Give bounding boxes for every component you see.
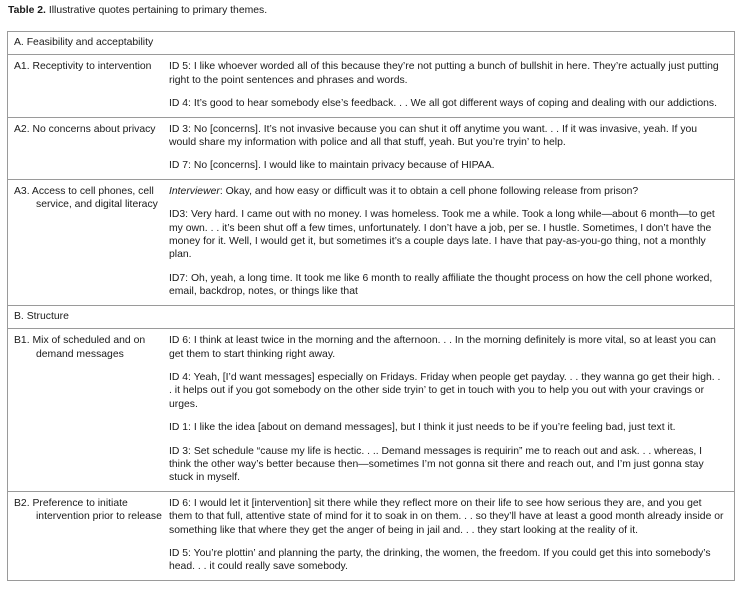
quotes-cell xyxy=(164,179,735,305)
section-header-row xyxy=(8,305,735,328)
quote xyxy=(169,445,726,485)
quote-speaker: ID3: xyxy=(169,209,189,221)
quote-text: Oh, yeah, a long time. It took me like 6 month to really affiliate the thought process on how the cell phone worked, email, backdrop, notes, or things like that xyxy=(169,272,713,298)
theme-label: A3. Access to cell phones, cell service, and digital literacy xyxy=(14,185,158,211)
quotes-cell xyxy=(164,117,735,179)
quote xyxy=(169,97,726,110)
theme-label: B2. Preference to initiate intervention prior to release xyxy=(14,497,162,523)
section-title: B. Structure xyxy=(8,305,735,328)
quote-speaker: ID 1: xyxy=(169,422,191,434)
quote-text: I like whoever worded all of this because they’re not putting a bunch of bullshit in here. They’re actually just putting right to the point sentences and phrases and words. xyxy=(169,61,719,86)
quote xyxy=(169,123,726,150)
quotes-table xyxy=(7,31,735,581)
theme-cell xyxy=(8,179,165,305)
quote xyxy=(169,334,726,361)
quote-speaker: ID 7: xyxy=(169,160,191,172)
quote-speaker: ID 5: xyxy=(169,547,191,559)
table-caption-label: Table 2. xyxy=(8,5,46,16)
quote-text: Yeah, [I’d want messages] especially on Fridays. Friday when people get payday. . . they wanna go get their high. . . it helps out if you got somebody on the other side tryin’ to get in touch with you to help you out with your cravings or urges. xyxy=(169,371,721,410)
quotes-cell xyxy=(164,329,735,492)
quote-speaker: ID 3: xyxy=(169,123,191,135)
quotes-cell xyxy=(164,491,735,580)
theme-row xyxy=(8,55,735,117)
quote-text: You’re plottin’ and planning the party, the drinking, the women, the freedom. If you could get this into somebody’s head. . . it could really save somebody. xyxy=(169,547,711,573)
quote-text: : Okay, and how easy or difficult was it to obtain a cell phone following release from prison? xyxy=(219,185,639,197)
quote-speaker: ID 5: xyxy=(169,61,191,73)
quote-speaker: ID 4: xyxy=(169,371,191,383)
theme-cell xyxy=(8,491,165,580)
quote xyxy=(169,547,726,574)
theme-cell xyxy=(8,329,165,492)
theme-label: A1. Receptivity to intervention xyxy=(14,61,152,73)
quote xyxy=(169,60,726,87)
section-title: A. Feasibility and acceptability xyxy=(8,32,735,55)
quote xyxy=(169,159,726,172)
quote-speaker: ID7: xyxy=(169,272,189,284)
quote-text: No [concerns]. I would like to maintain privacy because of HIPAA. xyxy=(193,160,495,172)
quote-speaker: ID 4: xyxy=(169,98,191,110)
theme-label: B1. Mix of scheduled and on demand messages xyxy=(14,335,146,360)
quote-text: Set schedule “cause my life is hectic. . .. Demand messages is requirin” me to reach out and ask. . . whereas, I think the other way’s better because then—sometimes I’m not gonna sit there and reach out, and I’m just gonna stay stuck in myself. xyxy=(169,445,704,484)
theme-row xyxy=(8,117,735,179)
quote-text: No [concerns]. It’s not invasive because you can shut it off anytime you want. . . If it was invasive, yeah. If you would share my information with police and all that stuff, yeah. But you’re tryin’ to help. xyxy=(169,123,698,149)
quote xyxy=(169,185,726,198)
theme-cell xyxy=(8,55,165,117)
quote-speaker: ID 3: xyxy=(169,445,191,457)
quote xyxy=(169,272,726,299)
theme-label: A2. No concerns about privacy xyxy=(14,123,156,135)
quote-text: I would let it [intervention] sit there while they reflect more on their life to see how serious they are, and you get them to that full, attentive state of mind for it to soak in on them. . . so they’ll have at least a good month already inside or something like that where they get the anger of being in jail and. . . they start looking at the reality of it. xyxy=(169,497,724,536)
quote xyxy=(169,421,726,434)
quote-text: I like the idea [about on demand messages], but I think it just needs to be if you’re feeling bad, just text it. xyxy=(193,422,676,434)
theme-row xyxy=(8,179,735,305)
theme-row xyxy=(8,329,735,492)
quote-speaker: ID 6: xyxy=(169,497,191,509)
theme-cell xyxy=(8,117,165,179)
quote-speaker: Interviewer xyxy=(169,185,220,197)
quote xyxy=(169,497,726,537)
table-caption-text: Illustrative quotes pertaining to primary themes. xyxy=(48,5,268,16)
theme-row xyxy=(8,491,735,580)
quote-text: It’s good to hear somebody else’s feedback. . . We all got different ways of coping and dealing with our addictions. xyxy=(193,98,717,110)
section-header-row xyxy=(8,32,735,55)
quote-text: Very hard. I came out with no money. I was homeless. Took me a while. Took a long while—about 6 month—to get my own. . . it’s been shut off a few times, unfortunately. I don’t have a job, per se. I hustle. Sometimes, I don’t have the money for it. Well, I would get it, but sometimes it’s a couple days late. I have that pay-as-you-go thing, not a monthly plan. xyxy=(169,209,715,261)
quote-speaker: ID 6: xyxy=(169,335,191,347)
table-caption xyxy=(8,4,267,17)
quotes-cell xyxy=(164,55,735,117)
quote-text: I think at least twice in the morning and the afternoon. . . In the morning definitely is more vital, so at least you can get them to start thinking right away. xyxy=(169,335,716,360)
quote xyxy=(169,208,726,262)
quote xyxy=(169,371,726,411)
